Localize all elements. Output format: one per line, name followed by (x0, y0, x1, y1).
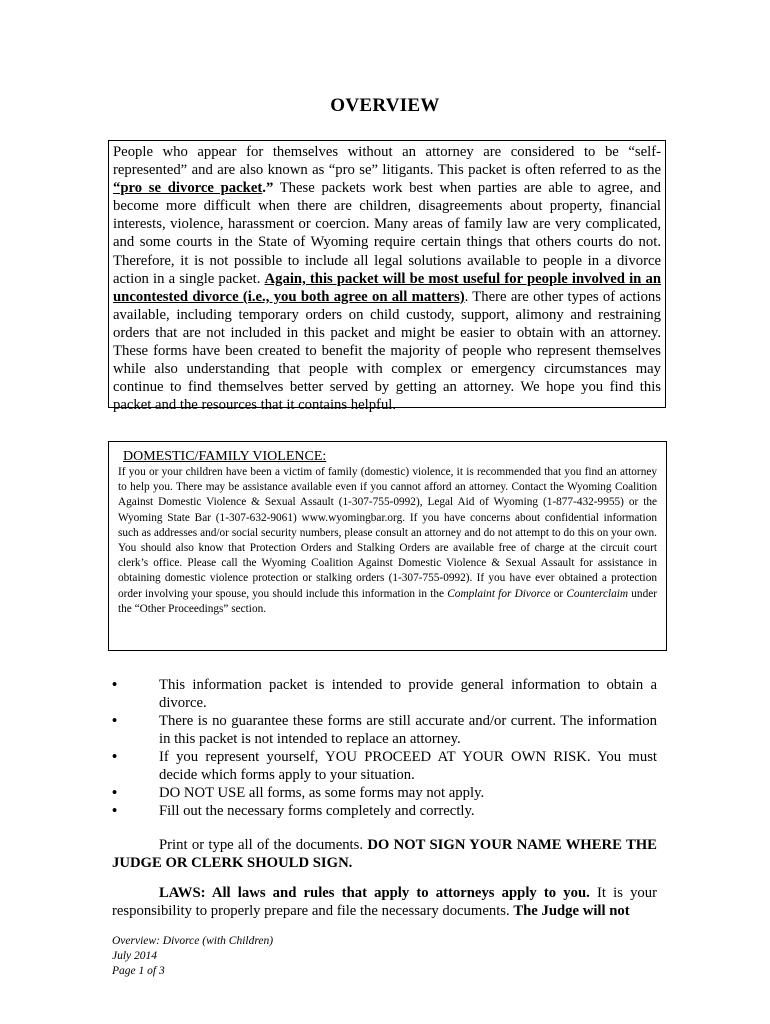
domestic-violence-box (108, 441, 667, 651)
bullet-text: Fill out the necessary forms completely and correctly. (159, 803, 475, 819)
uncontested-divorce-note: Again, this packet will be most useful for people involved in an uncontested divorce (i.e., you both agree on all matters) (113, 270, 661, 305)
list-item (112, 784, 657, 802)
bullet-icon: • (112, 713, 118, 729)
footer-page-number: Page 1 of 3 (112, 965, 165, 977)
print-instructions-paragraph (112, 836, 657, 872)
list-item (112, 748, 657, 784)
notice-bullet-list (112, 676, 657, 820)
overview-box (108, 140, 666, 414)
violence-text-3: under the “Other Proceedings” section. (118, 587, 658, 615)
bullet-icon: • (112, 803, 118, 819)
complaint-for-divorce-ref: Complaint for Divorce (447, 587, 551, 600)
bullet-icon: • (112, 749, 118, 765)
print-instructions-text: Print or type all of the documents. (159, 837, 368, 853)
laws-paragraph (112, 884, 657, 920)
counterclaim-ref: Counterclaim (566, 587, 629, 600)
violence-text-2: or (550, 587, 567, 600)
overview-paragraph (113, 143, 661, 414)
domestic-violence-paragraph (118, 465, 657, 617)
pro-se-packet-end: .” (262, 180, 274, 197)
footer-date: July 2014 (112, 950, 158, 962)
domestic-violence-heading: DOMESTIC/FAMILY VIOLENCE: (123, 449, 327, 464)
list-item (112, 676, 657, 712)
list-item (112, 802, 657, 820)
violence-text-1: If you or your children have been a victim of family (domestic) violence, it is recommended that you find an attorney to help you. There may be assistance available even if you cannot afford an attorney. Contact the Wyoming Coalition Against Domestic Violence & Sexual Assault (1-307-755-0992), Legal Aid of Wyoming (1-877-432-9955) or the Wyoming State Bar (1-307-632-9061) www.wyomingbar.org. If you have concerns about confidential information such as addresses and/or social security numbers, please consult an attorney and do not attempt to do this on your own. You should also know that Protection Orders and Stalking Orders are available free of charge at the circuit court clerk’s office. Please call the Wyoming Coalition Against Domestic Violence & Sexual Assault for assistance in obtaining domestic violence protection or stalking orders (1-307-755-0992). If you have ever obtained a protection order involving your spouse, you should include this information in the (118, 466, 657, 600)
pro-se-packet-phrase: “pro se divorce packet (113, 180, 263, 197)
footer-document-title: Overview: Divorce (with Children) (112, 935, 274, 947)
intro-text-1: People who appear for themselves without an attorney are considered to be “self-represented” and are also known as “pro se” litigants. This packet is often referred to as the (113, 144, 661, 179)
intro-text-2: These packets work best when parties are able to agree, and become more difficult when there are children, disagreements about property, financial interests, violence, harassment or coercion. Many areas of family law are very complicated, and some courts in the State of Wyoming require certain things that others courts do not. Therefore, it is not possible to include all legal solutions available to people in a divorce action in a single packet. (113, 180, 662, 287)
bullet-text: If you represent yourself, YOU PROCEED AT YOUR OWN RISK. You must decide which forms apply to your situation. (159, 749, 657, 783)
bullet-icon: • (112, 677, 118, 693)
page-title: OVERVIEW (330, 95, 440, 116)
bullet-icon: • (112, 785, 118, 801)
do-not-sign-warning: DO NOT SIGN YOUR NAME WHERE THE JUDGE OR CLERK SHOULD SIGN. (112, 837, 657, 871)
page-footer (112, 934, 412, 979)
laws-heading: LAWS: All laws and rules that apply to attorneys apply to you. (159, 885, 590, 901)
judge-note: The Judge will not (513, 903, 630, 919)
intro-text-3: . There are other types of actions available, including temporary orders on child custody, support, alimony and restraining orders that are not included in this packet and might be easier to obtain with an attorney. These forms have been created to benefit the majority of people who represent themselves while also understanding that people with complex or emergency circumstances may continue to find themselves better served by getting an attorney. We hope you find this packet and the resources that it contains helpful. (113, 288, 661, 414)
bullet-text: There is no guarantee these forms are still accurate and/or current. The information in this packet is not intended to replace an attorney. (159, 713, 657, 747)
bullet-text: DO NOT USE all forms, as some forms may not apply. (159, 785, 485, 801)
bullet-text: This information packet is intended to provide general information to obtain a divorce. (159, 677, 657, 711)
laws-text: It is your responsibility to properly prepare and file the necessary documents. (112, 885, 657, 919)
list-item (112, 712, 657, 748)
